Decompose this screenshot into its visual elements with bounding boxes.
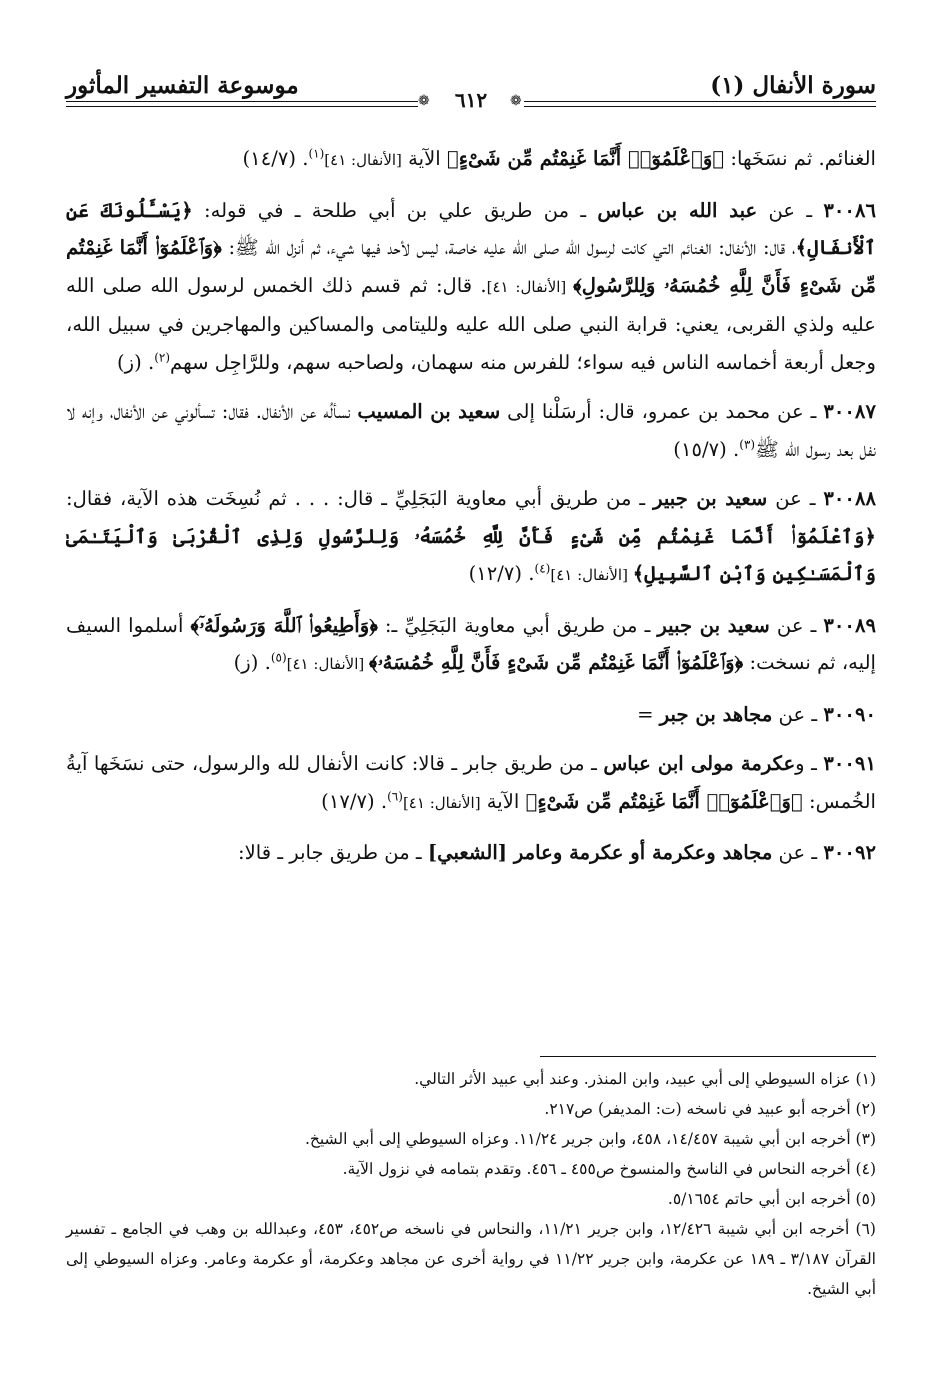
- verse-reference: [الأنفال: ٤١]: [402, 793, 481, 812]
- narrator-name: سعيد بن جبير: [657, 613, 770, 637]
- footnote-marker: (٢): [154, 349, 171, 364]
- narrator-name: عكرمة مولى ابن عباس: [603, 752, 796, 775]
- narrator-name: سعيد بن المسيب: [357, 400, 501, 423]
- page-number: ٦١٢: [454, 88, 488, 112]
- entry-30086: [66, 192, 876, 382]
- text: ـ عن: [772, 702, 824, 726]
- header-rule-left: [66, 101, 418, 102]
- text: ـ من طريق أبي معاوية البَجَلِيِّ ـ قال: . . . ثم نُسِخَت هذه الآية، فقال:: [66, 487, 654, 510]
- footnote: (١) عزاه السيوطي إلى أبي عبيد، وابن المنذر. وعند أبي عبيد الأثر التالي.: [414, 1070, 876, 1088]
- text: الآية: [401, 147, 447, 170]
- narrator-name: عبد الله بن عباس: [597, 198, 758, 222]
- quran-verse: ﴿يَسْـَٔلُونَكَ عَنِ ٱلْأَنفَالِ﴾: [66, 198, 876, 259]
- entry-number: ٣٠٠٩٠: [823, 702, 876, 726]
- text: ـ عن: [767, 487, 824, 510]
- main-text: [66, 140, 876, 884]
- verse-reference: [الأنفال: ٤١]: [486, 277, 574, 296]
- verse-reference: [الأنفال: ٤١]: [286, 655, 370, 673]
- verse-reference: [الأنفال: ٤١]: [324, 151, 402, 169]
- text: ـ عن: [769, 613, 824, 637]
- header-rule-left-thin: [66, 106, 418, 107]
- entry-30088: [66, 480, 876, 595]
- text: . (١٥/٧): [673, 437, 740, 461]
- header-rule: [66, 88, 876, 112]
- entry-number: ٣٠٠٨٦: [823, 198, 876, 222]
- entry-30089: [66, 607, 876, 684]
- verse-reference: [الأنفال: ٤١]: [550, 566, 633, 584]
- text: . (١٤/٧): [242, 147, 309, 170]
- text: ـ عن: [757, 198, 824, 222]
- entry-30090: [66, 696, 876, 734]
- running-header: [66, 70, 876, 116]
- text: ـ عن: [772, 841, 824, 864]
- text: الغنائم. ثم نسَخَها:: [724, 147, 876, 170]
- entry-number: ٣٠٠٨٨: [823, 487, 876, 510]
- footnote-marker: (٥): [270, 650, 287, 665]
- footnote-marker: (٤): [534, 561, 551, 576]
- text: ـ من طريق علي بن أبي طلحة ـ في قوله:: [192, 198, 598, 222]
- text: ـ من طريق جابر ـ قالا: كانت الأنفال لله والرسول، حتى نسَخَها آيةُ الخُمس:: [66, 752, 876, 813]
- quran-verse: ﴿وَٱعْلَمُوٓا۟ أَنَّمَا غَنِمْتُم مِّن شَىْءٍ فَأَنَّ لِلَّهِ خُمُسَهُۥ﴾: [369, 651, 744, 674]
- footnote-marker: (٣): [739, 436, 756, 451]
- header-rule-right: [524, 101, 876, 102]
- entry-number: ٣٠٠٩١: [823, 752, 876, 775]
- footnote-separator: [540, 1056, 876, 1057]
- text: ـ من طريق أبي معاوية البَجَلِيِّ ـ:: [377, 613, 658, 637]
- entry-30092: [66, 834, 876, 872]
- footnote: (٤) أخرجه النحاس في الناسخ والمنسوخ ص٤٥٥ ـ ٤٥٦. وتقدم بتمامه في نزول الآية.: [342, 1160, 876, 1178]
- text: . (ز): [117, 350, 155, 374]
- narrator-name: سعيد بن جبير: [653, 487, 768, 510]
- footnote: (٦) أخرجه ابن أبي شيبة ١٢/٤٢٦، وابن جرير ١١/٢١، والنحاس في ناسخه ص٤٥٢، ٤٥٣، وعبدالله بن وهب في الجامع ـ تفسير القرآن ٣/١٨٧ ـ ١٨٩ عن عكرمة، وابن جرير ١١/٢٢ في رواية أخرى عن مجاهد وعكرمة، أو عكرمة وعامر. وعزاه السيوطي إلى أبي الشيخ.: [66, 1220, 876, 1298]
- quran-verse: ﴿وَٱعْلَمُوٓا۟ أَنَّمَا غَنِمْتُم مِّن شَىْءٍ فَأَنَّ لِلَّهِ خُمُسَهُۥ وَلِلرَّسُولِ وَلِذِى ٱلْقُرْبَىٰ وَٱلْيَتَـٰمَىٰ وَٱلْمَسَـٰكِينِ وَٱبْنِ ٱلسَّبِيلِ﴾: [66, 524, 876, 585]
- text: ـ و: [795, 752, 824, 775]
- footnote: (٢) أخرجه أبو عبيد في ناسخه (ت: المديفر) ص٢١٧.: [544, 1100, 876, 1118]
- text: ـ من طريق جابر ـ قالا:: [237, 841, 428, 864]
- entry-30091: [66, 745, 876, 822]
- footnote: (٥) أخرجه ابن أبي حاتم ٥/١٦٥٤.: [667, 1190, 876, 1208]
- text: . (ز): [233, 651, 271, 674]
- footnote: (٣) أخرجه ابن أبي شيبة ١٤/٤٥٧، ٤٥٨، وابن جرير ١١/٢٤. وعزاه السيوطي إلى أبي الشيخ.: [304, 1130, 876, 1148]
- text: أسلموا السيف إليه، ثم نسخت:: [66, 613, 876, 674]
- quran-verse: ﴿وَٱعْلَمُوٓا۟ أَنَّمَا غَنِمْتُم مِّن شَىْءٍ﴾: [525, 789, 803, 813]
- footnote-marker: (٦): [387, 788, 403, 803]
- header-rule-right-thin: [524, 106, 876, 107]
- entry-number: ٣٠٠٨٧: [823, 400, 876, 423]
- footnotes: [66, 1064, 876, 1304]
- narrator-name: مجاهد وعكرمة أو عكرمة وعامر [الشعبي]: [427, 841, 773, 864]
- footnote-marker: (١): [308, 146, 325, 161]
- ornament-icon: ❁: [418, 93, 430, 109]
- text: . (١٧/٧): [321, 789, 388, 813]
- text: نسألُه عن الأنفال. فقال: تسألوني عن الأنفال، وإنه لا نفل بعد رسول الله ﷺ: [66, 400, 876, 461]
- surah-title: سورة الأنفال (١): [710, 72, 876, 99]
- text: ، قال: الأنفال: الغنائم التي كانت لرسول الله صلى الله عليه خاصة، ليس لأحد فيها شيء، ثم أنزل الله ﷺ:: [221, 236, 796, 259]
- text: =: [637, 702, 660, 726]
- text: . قال: ثم قسم ذلك الخمس لرسول الله صلى الله عليه ولذي القربى، يعني: قرابة النبي صلى الله عليه ولليتامى والمساكين والمهاجرين في سبيل الله، وجعل أربعة أخماسه الناس فيه سواء؛ للفرس منه سهمان، ولصاحبه سهم، وللرَّاجِل سهم: [66, 273, 876, 374]
- entry-number: ٣٠٠٨٩: [823, 613, 876, 637]
- entry-number: ٣٠٠٩٢: [823, 841, 876, 864]
- quran-verse: ﴿وَٱعْلَمُوٓا۟ أَنَّمَا غَنِمْتُم مِّن شَىْءٍ﴾: [446, 147, 725, 170]
- paragraph-continuation: [66, 140, 876, 180]
- book-title: موسوعة التفسير المأثور: [66, 72, 299, 99]
- quran-verse: ﴿وَٱعْلَمُوٓا۟ أَنَّمَا غَنِمْتُم مِّن شَىْءٍ فَأَنَّ لِلَّهِ خُمُسَهُۥ وَلِلرَّسُولِ﴾: [66, 236, 876, 297]
- text: ـ عن محمد بن عمرو، قال: أرسَلْنا إلى: [500, 400, 824, 423]
- text: الآية: [480, 789, 526, 813]
- entry-30087: [66, 393, 876, 468]
- quran-verse: ﴿وَأَطِيعُوا۟ ٱللَّهَ وَرَسُولَهُۥٓ﴾: [190, 613, 378, 637]
- narrator-name: مجاهد بن جبر: [659, 702, 773, 726]
- ornament-icon: ❁: [510, 93, 522, 109]
- text: . (١٢/٧): [468, 562, 535, 585]
